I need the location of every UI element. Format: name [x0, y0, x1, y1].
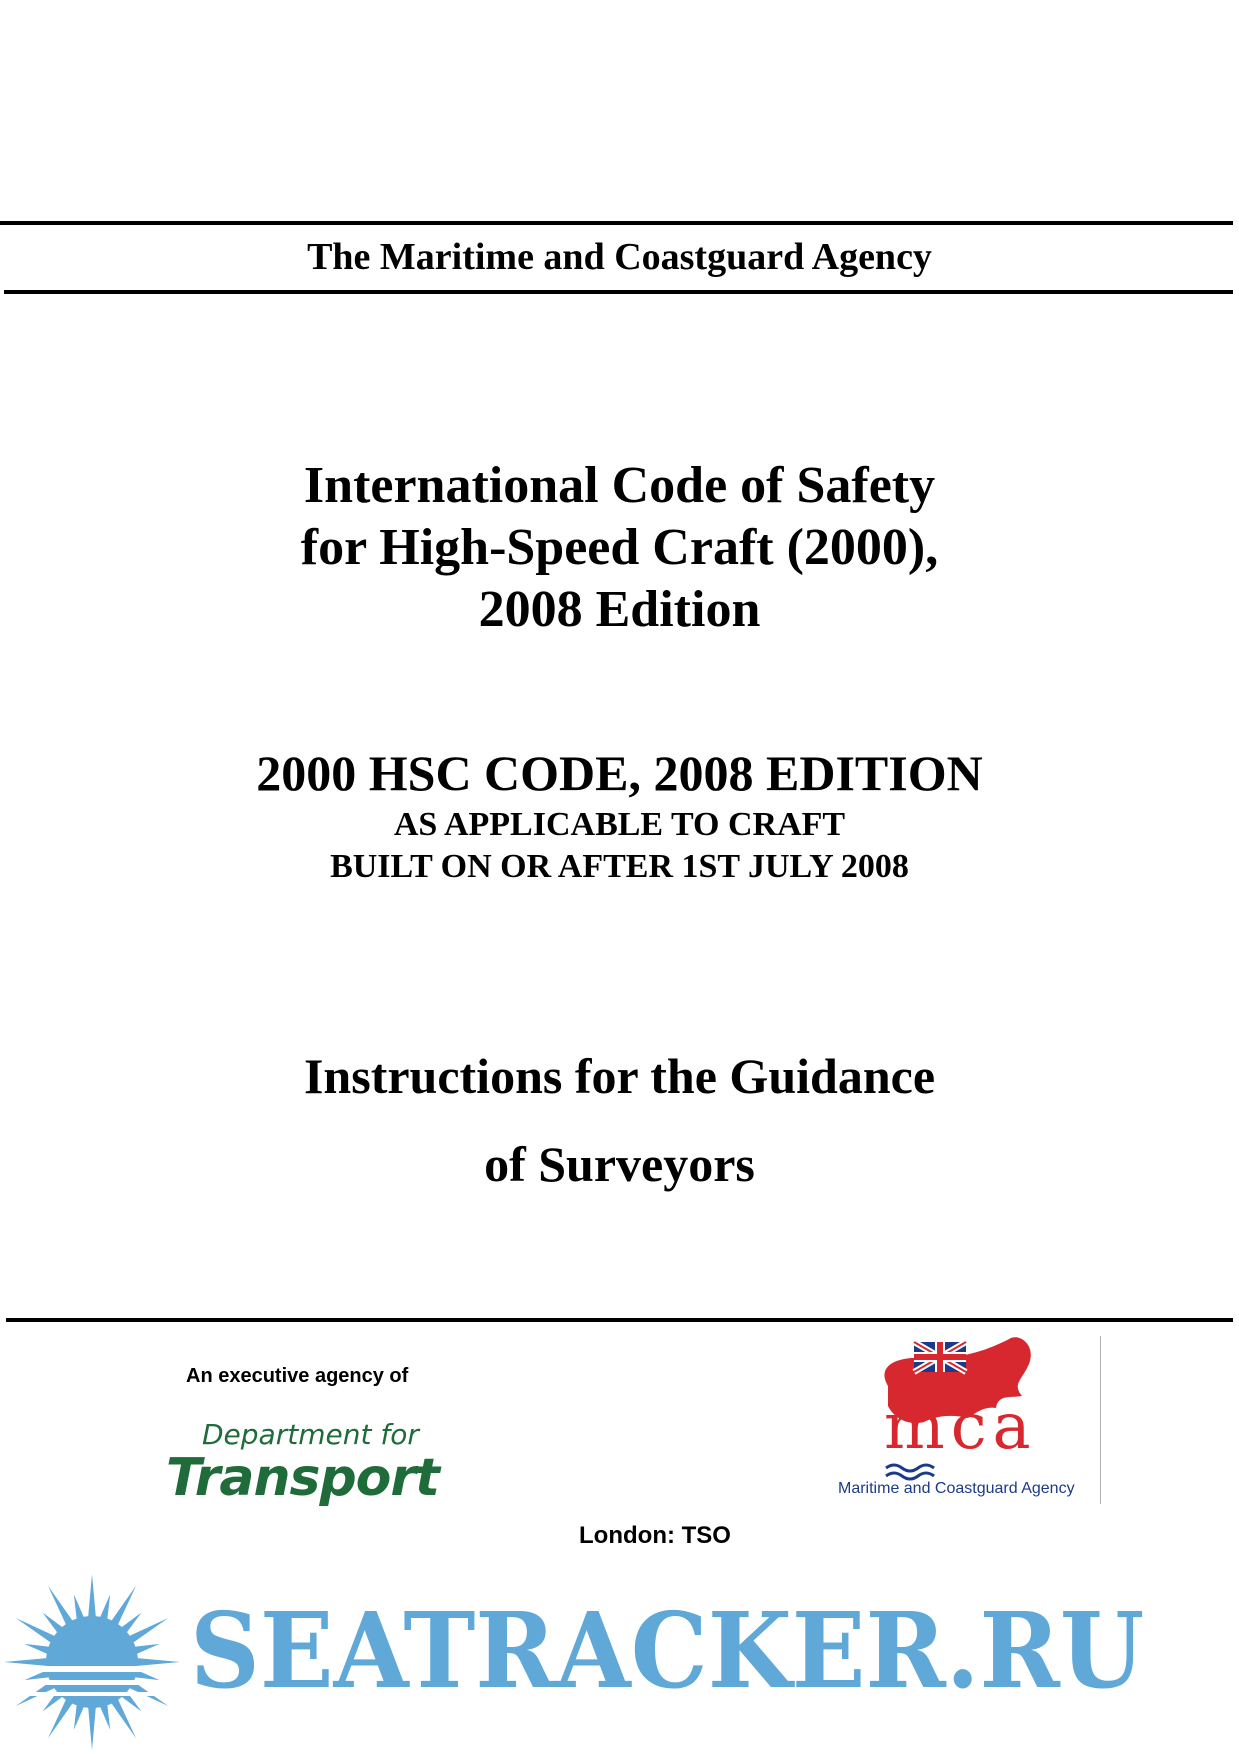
watermark — [0, 1570, 1239, 1754]
top-rule — [0, 221, 1233, 225]
mca-logo — [836, 1336, 1101, 1506]
dft-logo-department-text: Department for — [202, 1418, 419, 1451]
sun-icon — [0, 1570, 190, 1754]
applicability-line-1: AS APPLICABLE TO CRAFT — [393, 806, 846, 843]
executive-agency-label: An executive agency of — [186, 1365, 409, 1387]
code-edition-heading: 2000 HSC CODE, 2008 EDITION — [256, 745, 983, 801]
instructions-heading-line-1: Instructions for the Guidance — [303, 1048, 936, 1104]
mca-logo-subtitle: Maritime and Coastguard Agency — [838, 1480, 1075, 1497]
dft-logo — [166, 1418, 439, 1510]
dft-logo-transport-text: Transport — [166, 1448, 439, 1508]
document-title-line-1: International Code of Safety — [303, 457, 936, 514]
header-bottom-rule — [4, 290, 1233, 294]
watermark-text: SEATRACKER.RU — [190, 1589, 1145, 1712]
mca-logo-divider — [1100, 1336, 1101, 1504]
agency-header: The Maritime and Coastguard Agency — [307, 236, 932, 278]
publisher-label: London: TSO — [579, 1522, 731, 1549]
footer-rule — [6, 1318, 1233, 1322]
document-title-line-3: 2008 Edition — [478, 581, 761, 638]
document-title-line-2: for High-Speed Craft (2000), — [300, 519, 939, 576]
applicability-line-2: BUILT ON OR AFTER 1ST JULY 2008 — [330, 848, 909, 885]
mca-logo-letters: mca — [884, 1390, 1037, 1464]
instructions-heading-line-2: of Surveyors — [484, 1136, 755, 1192]
